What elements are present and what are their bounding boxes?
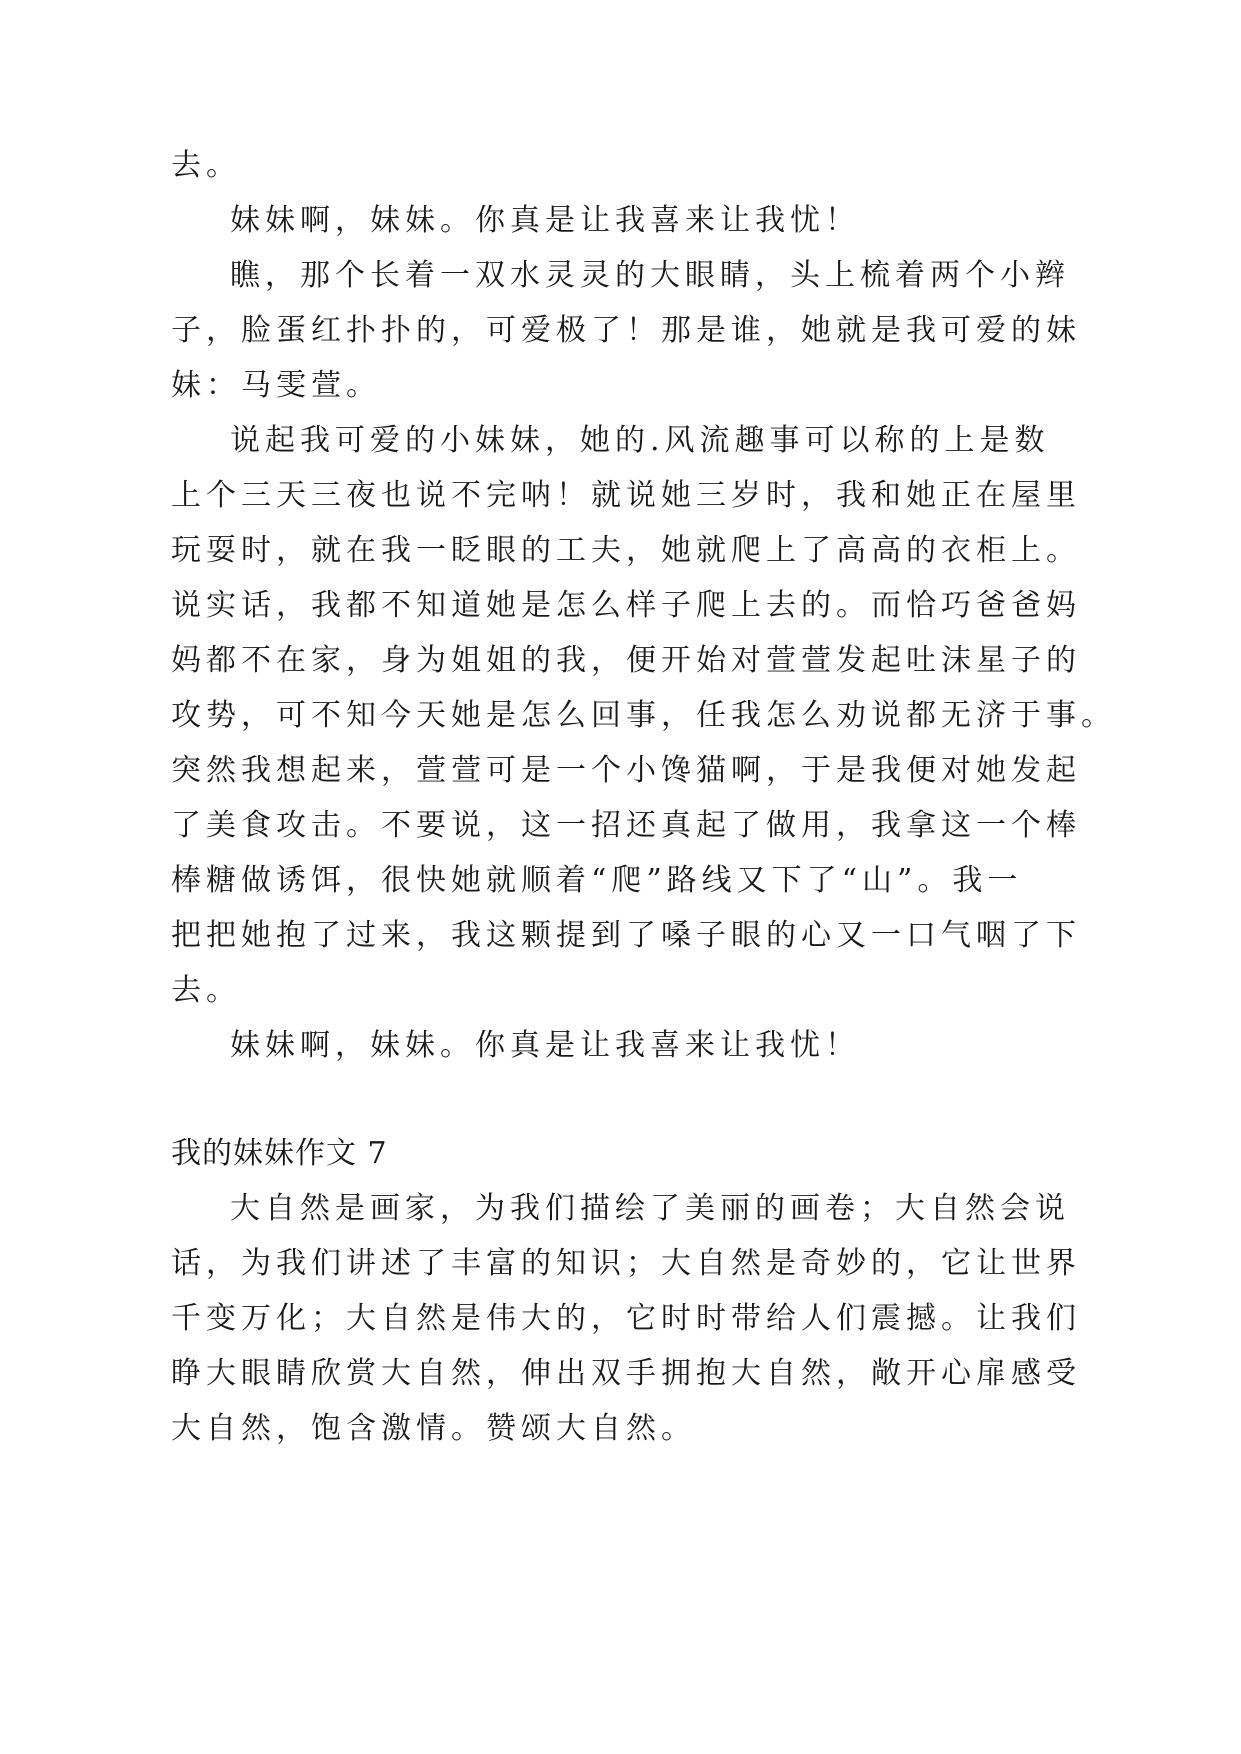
- text-line: 上个三天三夜也说不完呐！就说她三岁时，我和她正在屋里: [171, 478, 1081, 513]
- text-line: 妹妹啊，妹妹。你真是让我喜来让我忧！: [230, 1028, 860, 1063]
- text-line: 突然我想起来，萱萱可是一个小馋猫啊，于是我便对她发起: [171, 753, 1081, 788]
- text-line: 千变万化；大自然是伟大的，它时时带给人们震撼。让我们: [171, 1301, 1081, 1336]
- text-line: 说起我可爱的小妹妹，她的.风流趣事可以称的上是数: [230, 423, 1050, 458]
- text-line: 去。: [171, 973, 241, 1008]
- text-line: 去。: [171, 148, 241, 183]
- text-line: 瞧，那个长着一双水灵灵的大眼睛，头上梳着两个小辫: [230, 258, 1070, 293]
- text-line: 玩耍时，就在我一眨眼的工夫，她就爬上了高高的衣柜上。: [171, 533, 1081, 568]
- text-line: 妹妹啊，妹妹。你真是让我喜来让我忧！: [230, 203, 860, 238]
- text-line: 棒糖做诱饵，很快她就顺着“爬”路线又下了“山”。我一: [171, 863, 1023, 898]
- text-line: 大自然是画家，为我们描绘了美丽的画卷；大自然会说: [230, 1191, 1070, 1226]
- text-line: 子，脸蛋红扑扑的，可爱极了！那是谁，她就是我可爱的妹: [171, 313, 1081, 348]
- section-heading: 我的妹妹作文 7: [171, 1136, 388, 1171]
- text-line: 大自然，饱含激情。赞颂大自然。: [171, 1411, 696, 1446]
- text-line: 了美食攻击。不要说，这一招还真起了做用，我拿这一个棒: [171, 808, 1081, 843]
- text-line: 话，为我们讲述了丰富的知识；大自然是奇妙的，它让世界: [171, 1246, 1081, 1281]
- text-line: 攻势，可不知今天她是怎么回事，任我怎么劝说都无济于事。: [171, 698, 1116, 733]
- text-line: 妹：马雯萱。: [171, 368, 381, 403]
- text-line: 把把她抱了过来，我这颗提到了嗓子眼的心又一口气咽了下: [171, 918, 1081, 953]
- text-line: 妈都不在家，身为姐姐的我，便开始对萱萱发起吐沫星子的: [171, 643, 1081, 678]
- text-line: 说实话，我都不知道她是怎么样子爬上去的。而恰巧爸爸妈: [171, 588, 1081, 623]
- text-line: 睁大眼睛欣赏大自然，伸出双手拥抱大自然，敞开心扉感受: [171, 1356, 1081, 1391]
